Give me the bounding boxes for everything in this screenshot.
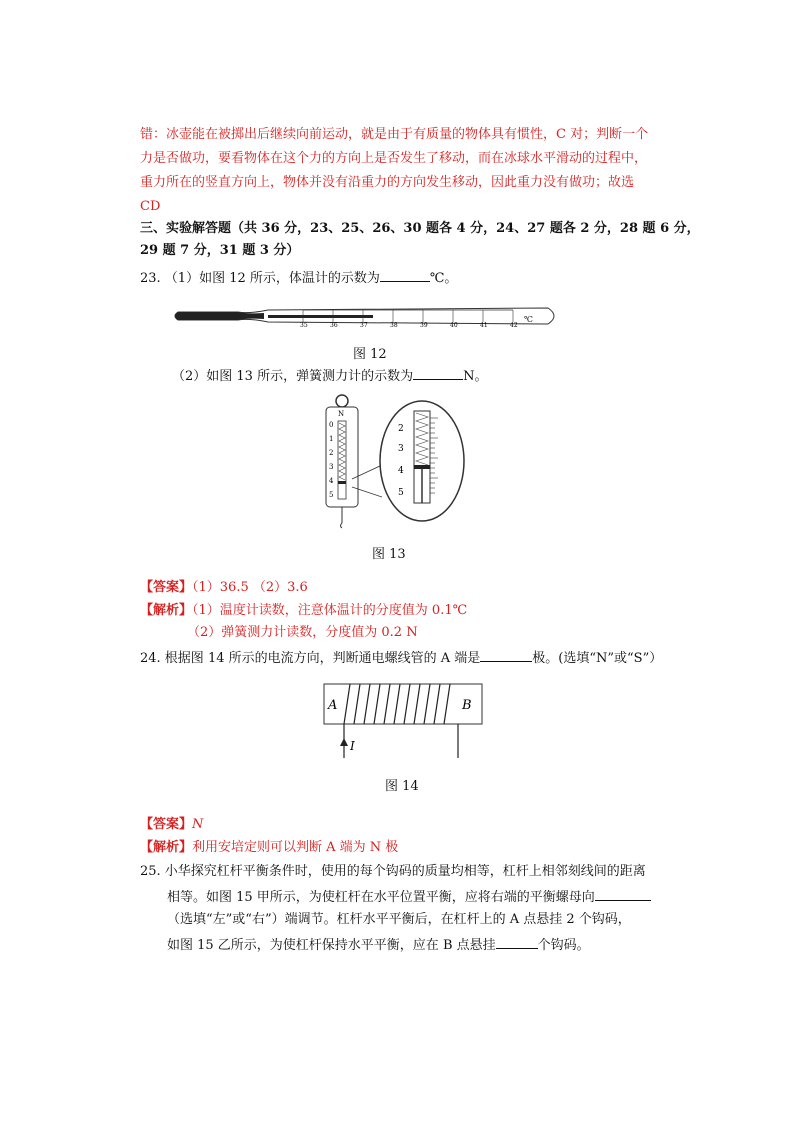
q24-answer [140, 815, 203, 835]
q23-part1-unit: ℃。 [429, 271, 458, 286]
q24-analysis-text: 利用安培定则可以判断 A 端为 N 极 [192, 840, 399, 855]
q23-answer [140, 578, 308, 598]
q25-line-4 [167, 934, 590, 956]
thermo-tick-39: 39 [420, 322, 428, 329]
thermometer-figure [168, 300, 568, 332]
q25-answer-blank-1[interactable] [595, 886, 651, 901]
q23-answer-text: （1）36.5 （2）3.6 [192, 580, 308, 595]
fig13-caption: 图 13 [372, 547, 406, 562]
thermo-tick-35: 35 [300, 322, 308, 329]
scale-tick-1: 1 [329, 435, 334, 443]
fig12-caption: 图 12 [353, 347, 387, 362]
intro-line-1: 错：冰壶能在被掷出后继续向前运动，就是由于有质量的物体具有惯性，C 对；判断一个 [140, 127, 649, 142]
q23-analysis-tag: 【解析】 [140, 603, 193, 618]
q24-analysis-tag: 【解析】 [140, 840, 193, 855]
label-I: I [350, 739, 355, 753]
section-heading: 三、实验解答题（共 36 分，23、25、26、30 题各 4 分，24、27 题各 2 分，28 题 6 分， [140, 221, 700, 236]
thermo-tick-41: 41 [480, 322, 488, 329]
scale-tick-0: 0 [329, 421, 334, 429]
q24-question [140, 647, 662, 669]
thermo-tick-40: 40 [450, 322, 458, 329]
q25-line-2 [167, 886, 651, 908]
thermo-tick-42: 42 [510, 322, 518, 329]
fig14-caption: 图 14 [385, 779, 419, 794]
scale-tick-3: 3 [329, 463, 334, 471]
section-heading-cont: 29 题 7 分，31 题 3 分） [140, 243, 300, 258]
thermo-tick-38: 38 [390, 322, 398, 329]
thermo-tick-37: 37 [360, 322, 368, 329]
q25-line-1: 25. 小华探究杠杆平衡条件时，使用的每个钩码的质量均相等，杠杆上相邻刻线间的距离 [140, 864, 646, 879]
q25-line-4-pre: 如图 15 乙所示，为使杠杆保持水平平衡，应在 B 点悬挂 [167, 938, 496, 953]
q25-answer-blank-2[interactable] [496, 934, 538, 949]
q24-text-post: 极。(选填“N”或“S”） [532, 651, 663, 666]
q23-answer-blank-2[interactable] [413, 365, 463, 380]
q23-part2-unit: N。 [463, 369, 488, 384]
scale-N-label: N [338, 410, 345, 418]
q23-part1-text: 23. （1）如图 12 所示，体温计的示数为 [140, 271, 380, 286]
intro-line-3: 重力所在的竖直方向上，物体并没有沿重力的方向发生移动，因此重力没有做功；故选 [140, 175, 635, 190]
q23-part2-text: （2）如图 13 所示，弹簧测力计的示数为 [172, 369, 414, 384]
scale-tick-5: 5 [329, 491, 334, 499]
scale-tick-4: 4 [329, 477, 334, 485]
q23-part1 [140, 267, 457, 289]
thermo-tick-36: 36 [330, 322, 338, 329]
thermo-unit: ℃ [524, 315, 533, 324]
q25-line-3: （选填“左”或“右”）端调节。杠杆水平平衡后，在杠杆上的 A 点悬挂 2 个钩码， [167, 912, 631, 927]
q25-line-4-post: 个钩码。 [537, 938, 590, 953]
q24-text-pre: 24. 根据图 14 所示的电流方向，判断通电螺线管的 A 端是 [140, 651, 481, 666]
q23-analysis-1: （1）温度计读数，注意体温计的分度值为 0.1℃ [192, 603, 468, 618]
q23-analysis-line2: （2）弹簧测力计读数，分度值为 0.2 N [187, 625, 418, 640]
q23-answer-tag: 【答案】 [140, 580, 193, 595]
solenoid-figure [322, 680, 487, 760]
spring-scale-figure [320, 393, 470, 528]
q24-answer-blank[interactable] [480, 647, 532, 662]
q23-part2 [172, 365, 487, 387]
label-B: B [462, 698, 472, 713]
label-A: A [328, 698, 338, 713]
zoom-tick-2: 2 [398, 424, 404, 434]
intro-line-2: 力是否做功，要看物体在这个力的方向上是否发生了移动，而在冰球水平滑动的过程中， [140, 151, 648, 166]
q25-line-2-text: 相等。如图 15 甲所示，为使杠杆在水平位置平衡，应将右端的平衡螺母向 [167, 890, 595, 905]
scale-tick-2: 2 [329, 449, 334, 457]
q24-answer-tag: 【答案】 [140, 817, 193, 832]
q23-analysis [140, 601, 467, 621]
intro-line-4: CD [140, 199, 161, 214]
zoom-tick-5: 5 [398, 488, 404, 498]
zoom-tick-3: 3 [398, 444, 404, 454]
q23-answer-blank-1[interactable] [380, 267, 430, 282]
q24-analysis [140, 838, 398, 858]
q24-answer-text: N [192, 817, 204, 832]
zoom-tick-4: 4 [398, 466, 404, 476]
